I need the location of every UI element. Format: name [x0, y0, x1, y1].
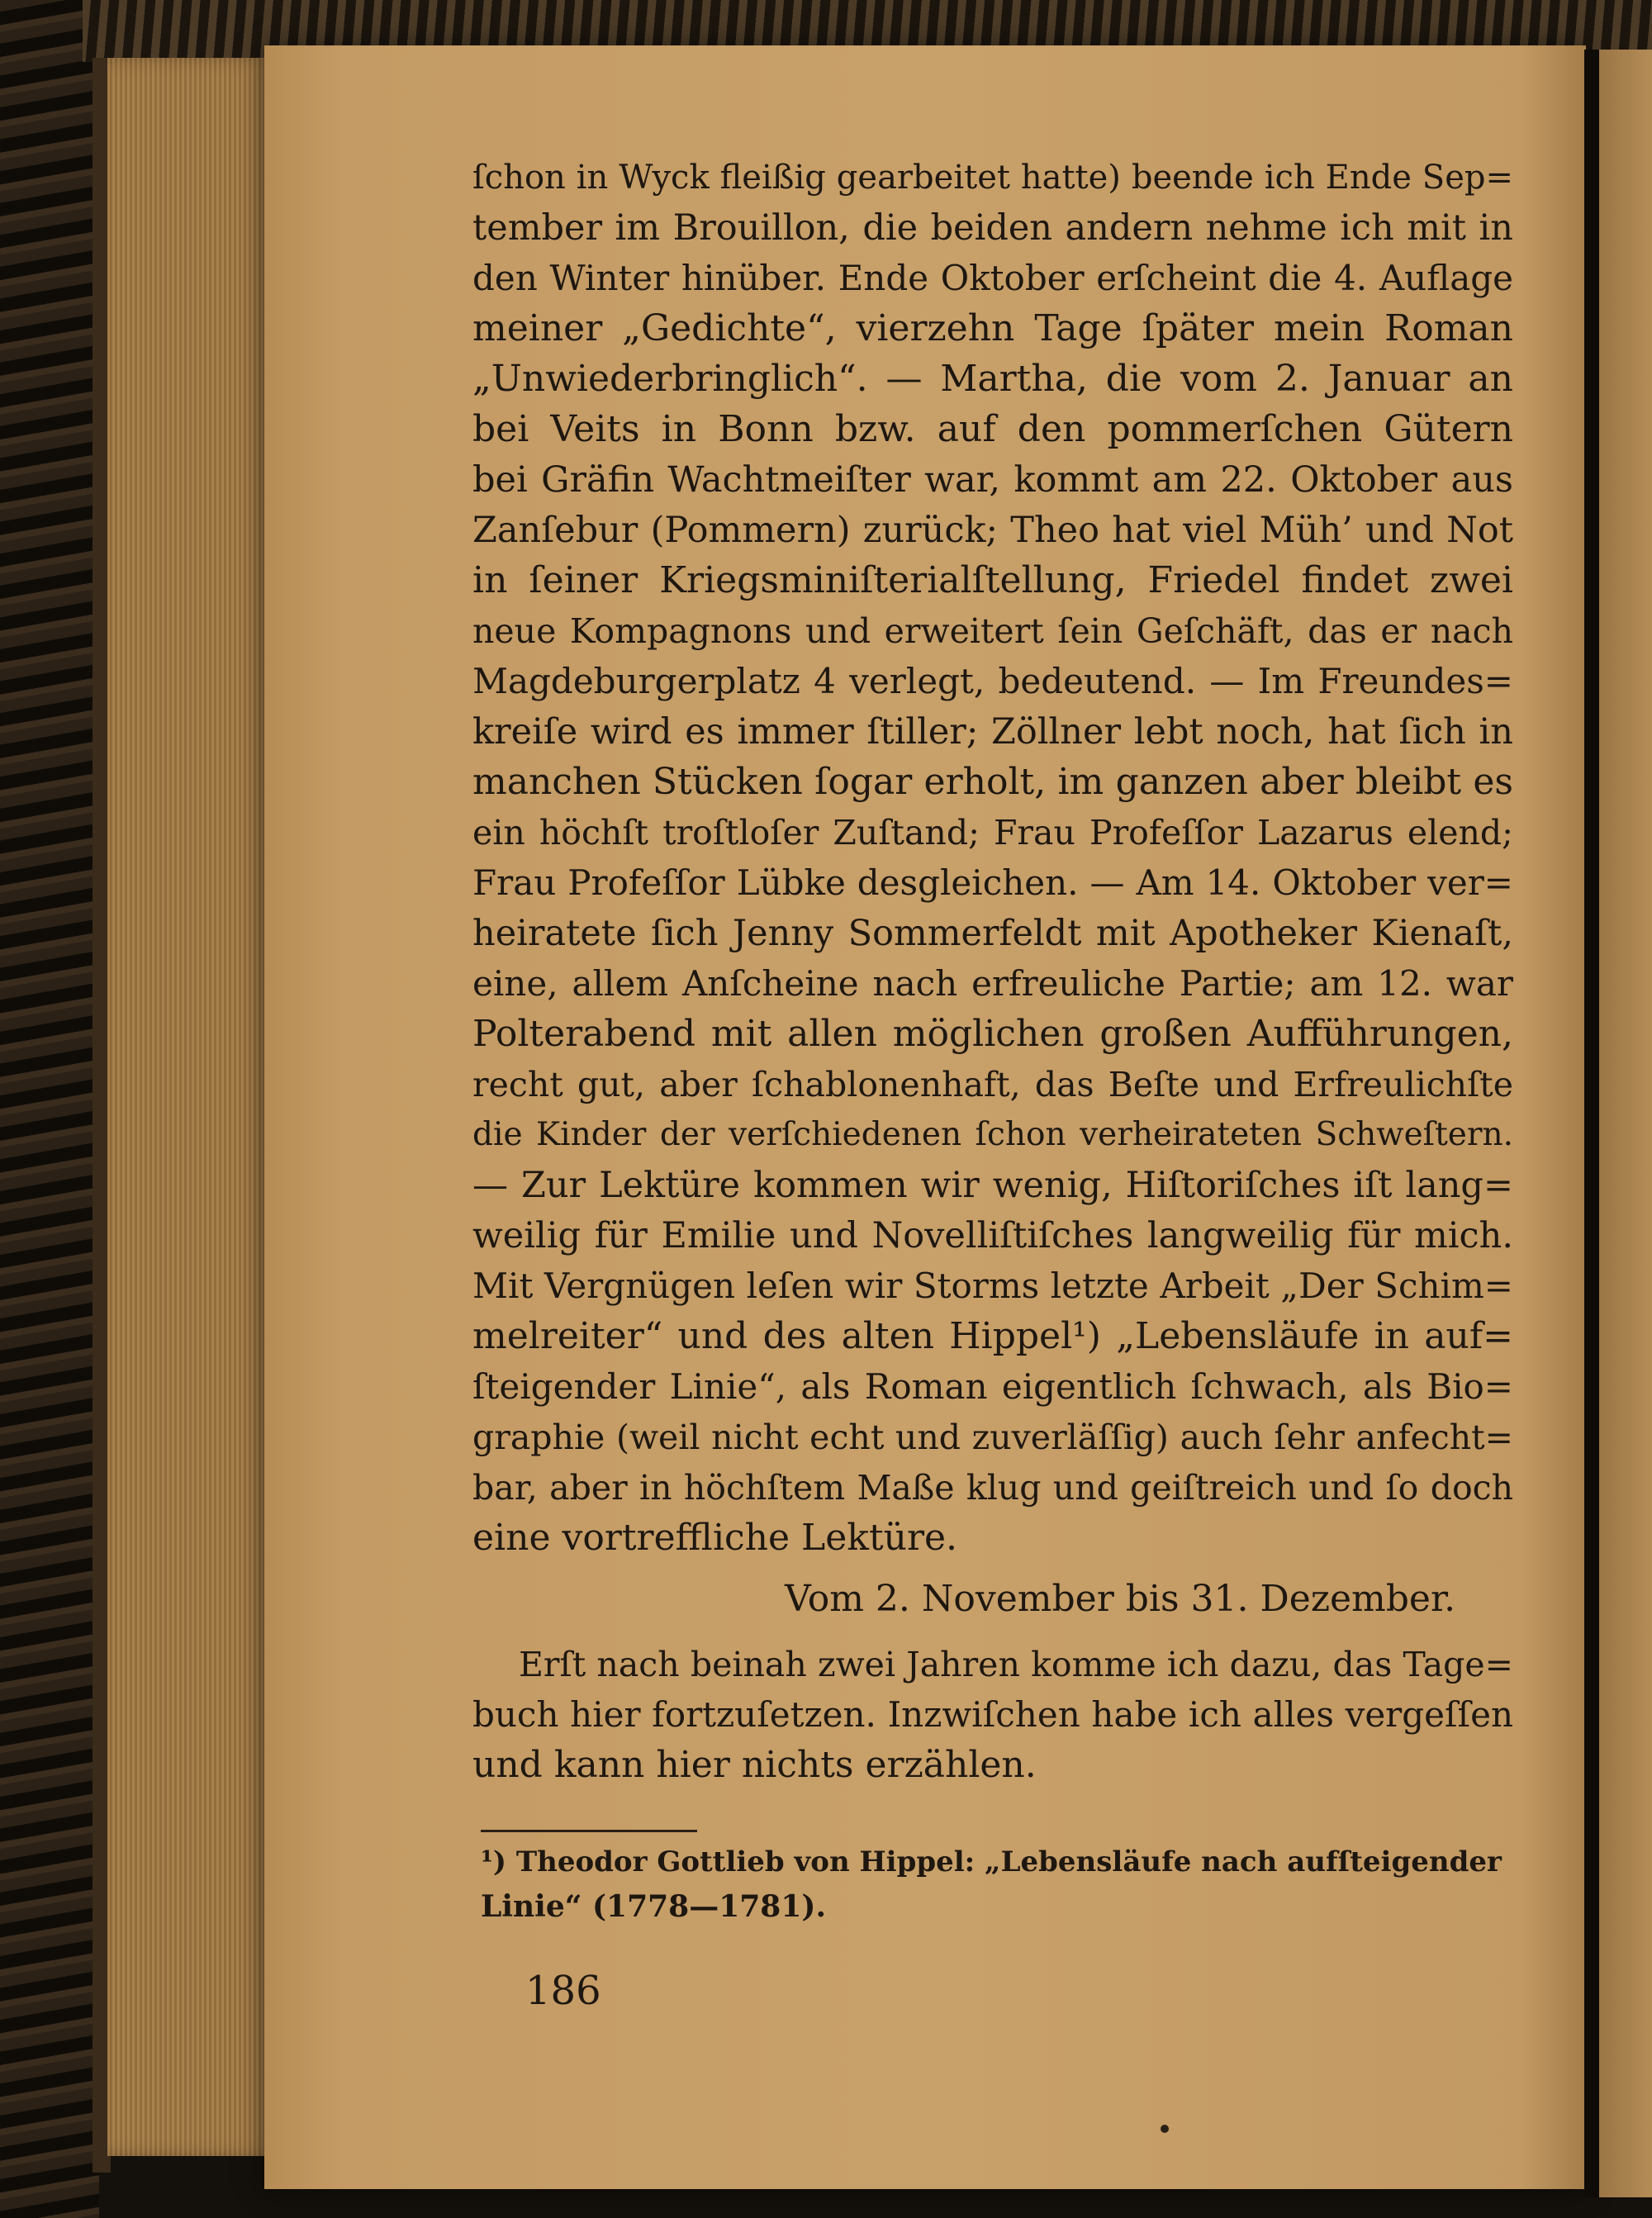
footnote-rule [481, 1830, 697, 1832]
body-line: Mit Vergnügen leſen wir Storms letzte Arbeit „Der Schim= [472, 1266, 1513, 1306]
body-line: meiner „Gedichte“, vierzehn Tage ſpäter mein Roman [472, 307, 1513, 349]
body-line: Frau Profeſſor Lübke desgleichen. — Am 14. Oktober ver= [472, 862, 1513, 903]
body-line: bei Veits in Bonn bzw. auf den pommerſchen Gütern [472, 408, 1513, 450]
facing-page-sliver [1599, 50, 1652, 2197]
body-line: melreiter“ und des alten Hippel¹) „Lebensläufe in auf= [472, 1315, 1513, 1357]
body-line: weilig für Emilie und Novelliſtiſches langweilig für mich. [472, 1215, 1513, 1256]
body-line: bar, aber in höchſtem Maße klug und geiſtreich und ſo doch [472, 1468, 1513, 1508]
stacked-page-edges [107, 58, 273, 2156]
body-line: graphie (weil nicht echt und zuverläſſig) auch ſehr anfecht= [472, 1418, 1513, 1457]
body-line: recht gut, aber ſchablonenhaft, das Beſte und Erfreulichſte [472, 1065, 1513, 1104]
body-line: heiratete ſich Jenny Sommerfeldt mit Apotheker Kienaſt, [472, 913, 1513, 954]
footnote-line: Linie“ (1778—1781). [481, 1889, 826, 1924]
body-line: ſchon in Wyck fleißig gearbeitet hatte) beende ich Ende Sep= [472, 159, 1513, 197]
body-line: Polterabend mit allen möglichen großen Aufführungen, [472, 1013, 1513, 1055]
body-line: eine vortreffliche Lektüre. [472, 1517, 958, 1559]
body-line: eine, allem Anſcheine nach erfreuliche Partie; am 12. war [472, 963, 1513, 1004]
body-line: neue Kompagnons und erweitert ſein Geſchäft, das er nach [472, 611, 1513, 651]
body-line: ſteigender Linie“, als Roman eigentlich ſchwach, als Bio= [472, 1366, 1513, 1407]
body-line: Zanſebur (Pommern) zurück; Theo hat viel Müh’ und Not [472, 510, 1513, 551]
ink-speck [1161, 2125, 1169, 2133]
section-heading: Vom 2. November bis 31. Dezember. [785, 1578, 1456, 1620]
body-line: Magdeburgerplatz 4 verlegt, bedeutend. — Im Freundes= [472, 661, 1513, 701]
footnote-line: ¹) Theodor Gottlieb von Hippel: „Lebensläufe nach aufſteigender [481, 1845, 1502, 1878]
body-line: bei Gräfin Wachtmeiſter war, kommt am 22. Oktober aus [472, 459, 1513, 501]
body-line: — Zur Lektüre kommen wir wenig, Hiſtoriſches iſt lang= [472, 1165, 1513, 1206]
book-spine-leather [0, 0, 99, 2218]
body-line: ein höchſt troſtloſer Zuſtand; Frau Profeſſor Lazarus elend; [472, 813, 1513, 853]
body-line: manchen Stücken ſogar erholt, im ganzen aber bleibt es [472, 761, 1513, 803]
body-line: tember im Brouillon, die beiden andern nehme ich mit in [472, 207, 1513, 249]
body-line: kreiſe wird es immer ſtiller; Zöllner lebt noch, hat ſich in [472, 711, 1513, 753]
page-fold-shadow [1584, 50, 1599, 2197]
body-line: in ſeiner Kriegsminiſterialſtellung, Friedel findet zwei [472, 559, 1513, 601]
section-line: buch hier fortzuſetzen. Inzwiſchen habe ich alles vergeſſen [472, 1694, 1513, 1735]
body-line: „Unwiederbringlich“. — Martha, die vom 2. Januar an [472, 358, 1513, 400]
body-line: die Kinder der verſchiedenen ſchon verheirateten Schweſtern. [472, 1116, 1513, 1153]
body-line: den Winter hinüber. Ende Oktober erſcheint die 4. Auflage [472, 258, 1513, 298]
section-line: und kann hier nichts erzählen. [472, 1744, 1037, 1786]
page-number: 186 [525, 1968, 601, 2014]
section-line: Erſt nach beinah zwei Jahren komme ich dazu, das Tage= [519, 1645, 1513, 1684]
